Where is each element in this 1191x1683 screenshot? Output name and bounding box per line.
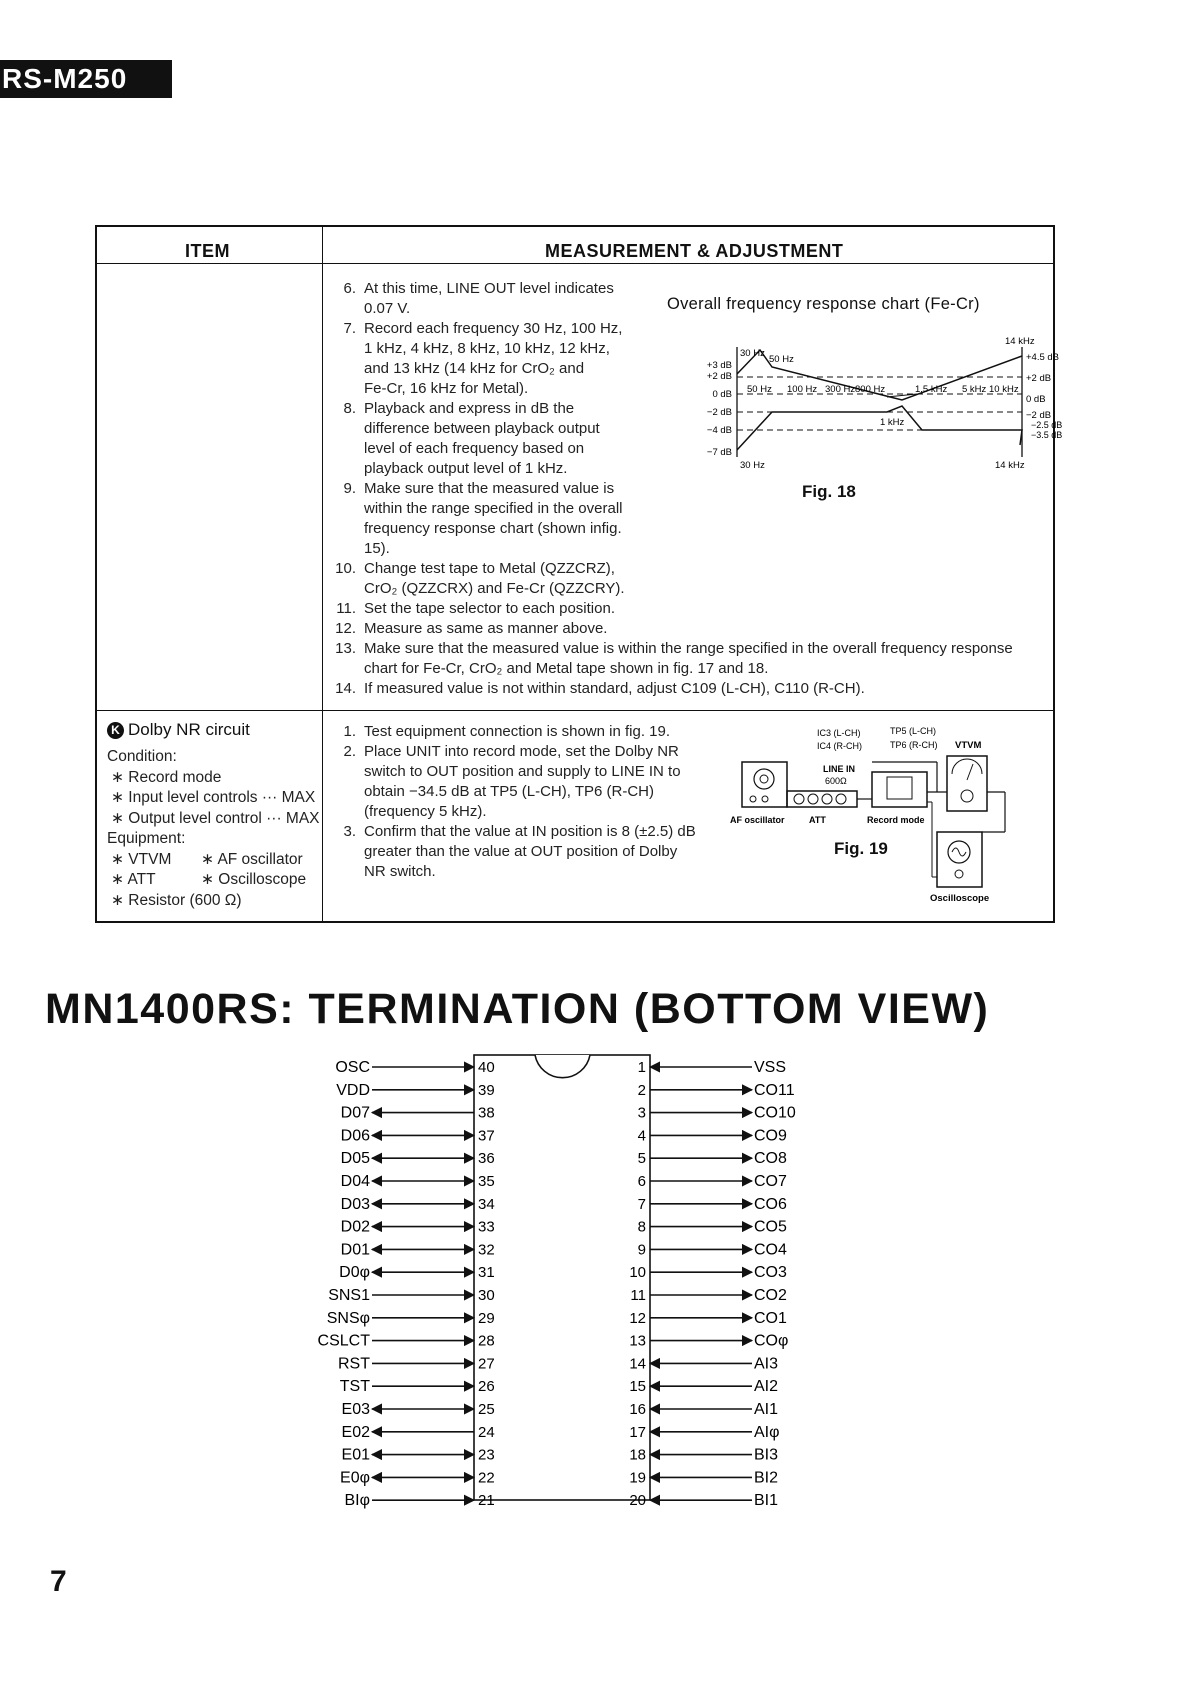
pin-name: AI2 (754, 1378, 779, 1396)
pin-number: 3 (637, 1104, 646, 1122)
step-number: 10. (335, 560, 356, 577)
chart-right-label: −2.5 dB (1031, 420, 1063, 430)
fig-18-label: Fig. 18 (802, 482, 856, 501)
step-line (334, 782, 734, 802)
pin-name: D01 (340, 1241, 370, 1259)
pin-name: AI1 (754, 1401, 779, 1418)
step-line (334, 639, 1034, 659)
chart-db-label: −4 dB (706, 425, 732, 436)
condition: ∗ Output level control ··· MAX (111, 809, 320, 827)
chart-freq-label: 1.5 kHz (915, 384, 948, 395)
model-tag: RS-M250 (0, 60, 172, 98)
step-line (334, 659, 1034, 679)
pin-name: CO5 (754, 1218, 787, 1236)
step-number: 12. (335, 620, 356, 637)
step-line (334, 822, 734, 842)
ic-pin (341, 1105, 495, 1122)
equipment-label: Equipment: (107, 830, 186, 847)
chart-freq-label: 300 Hz (825, 384, 856, 395)
ic4-label: IC4 (R-CH) (817, 741, 862, 751)
ic-pin (638, 1196, 787, 1213)
item-letter-badge: K (107, 722, 124, 739)
ic-pin (328, 1287, 494, 1304)
chart-right-label: −2 dB (1026, 410, 1052, 421)
chart-db-label: −2 dB (706, 407, 732, 418)
ic3-label: IC3 (L-CH) (817, 728, 861, 738)
step-text: 1 kHz, 4 kHz, 8 kHz, 10 kHz, 12 kHz, (364, 340, 610, 357)
pin-number: 29 (478, 1309, 495, 1327)
pin-name: D04 (340, 1173, 370, 1190)
chart-freq-label: 100 Hz (787, 384, 818, 395)
pin-number: 10 (629, 1264, 646, 1282)
step-text: level of each frequency based on (364, 440, 585, 457)
pin-number: 14 (629, 1355, 646, 1373)
pin-number: 7 (637, 1195, 646, 1213)
pin-name: BI1 (754, 1492, 779, 1510)
pin-number: 28 (478, 1332, 495, 1350)
pin-name: CO11 (754, 1081, 795, 1099)
pin-number: 5 (637, 1150, 646, 1168)
step-line (334, 559, 1034, 579)
pin-name: AIφ (754, 1423, 780, 1441)
step-text: Record each frequency 30 Hz, 100 Hz, (364, 320, 623, 337)
pin-number: 6 (637, 1173, 646, 1190)
step-line (334, 679, 1034, 699)
chart-right-label: +4.5 dB (1026, 352, 1060, 363)
record-mode-label: Record mode (867, 815, 925, 825)
chart-right-label: 0 dB (1026, 394, 1046, 405)
pin-number: 21 (478, 1492, 495, 1510)
step-line (334, 862, 734, 882)
pin-number: 12 (629, 1309, 646, 1327)
step-text: NR switch. (364, 863, 436, 880)
pin-name: CO4 (754, 1241, 787, 1259)
step-text: Confirm that the value at IN position is 8 (±2.5) dB (364, 823, 696, 840)
pin-number: 40 (478, 1059, 495, 1076)
step-text: playback output level of 1 kHz. (364, 460, 568, 477)
step-text: Test equipment connection is shown in fig. 19. (364, 723, 671, 740)
ic-pin (341, 1219, 495, 1236)
step-text: 0.07 V. (364, 300, 411, 317)
ic-pin (338, 1355, 495, 1372)
ic-pin (327, 1310, 495, 1327)
row2-steps (334, 722, 734, 882)
step-text: Make sure that the measured value is within the range specified in the overall frequency response (364, 640, 1013, 657)
chart-14khz-top: 14 kHz (1005, 336, 1035, 347)
pin-name: COφ (754, 1332, 789, 1350)
pin-name: D05 (340, 1150, 370, 1168)
pin-name: CSLCT (317, 1332, 370, 1350)
pin-number: 16 (629, 1401, 646, 1418)
step-line (334, 762, 734, 782)
ic-pin (342, 1401, 495, 1418)
chart-right-label: +2 dB (1026, 373, 1052, 384)
condition: ∗ Input level controls ··· MAX (111, 789, 316, 806)
vtvm-label: VTVM (955, 740, 982, 751)
step-text: CrO₂ (QZZCRX) and Fe-Cr (QZZCRY). (364, 580, 625, 597)
chart-db-label: +2 dB (706, 371, 732, 382)
ic-pin (638, 1127, 787, 1144)
step-number: 13. (335, 640, 356, 657)
pin-number: 1 (637, 1059, 646, 1076)
ic-pin (629, 1264, 787, 1281)
pin-number: 27 (478, 1355, 495, 1373)
ic-pin (342, 1447, 495, 1464)
pin-number: 33 (478, 1218, 495, 1236)
pin-name: VDD (336, 1081, 370, 1099)
step-number: 14. (335, 680, 356, 697)
pin-number: 23 (478, 1446, 495, 1464)
step-line (334, 802, 734, 822)
ic-pin (345, 1492, 495, 1509)
ic-pin (638, 1219, 787, 1236)
pin-number: 31 (478, 1264, 495, 1282)
ic-pin (629, 1447, 778, 1464)
ic-pin (629, 1424, 779, 1441)
step-text: frequency response chart (shown infig. (364, 520, 622, 537)
step-text: Make sure that the measured value is (364, 480, 615, 497)
step-number: 9. (343, 480, 356, 497)
ic-pin (336, 1082, 494, 1099)
page-number: 7 (50, 1565, 67, 1598)
dolby-title-text: Dolby NR circuit (128, 720, 250, 739)
pin-name: E02 (341, 1423, 370, 1441)
ic-pin (335, 1059, 494, 1076)
pin-number: 26 (478, 1378, 495, 1396)
ic-pin (638, 1059, 786, 1076)
step-text: (frequency 5 kHz). (364, 803, 487, 820)
pin-number: 15 (629, 1378, 646, 1396)
att-label: ATT (809, 815, 826, 825)
pin-number: 2 (637, 1081, 646, 1099)
dolby-item-body (107, 747, 320, 911)
step-text: difference between playback output (364, 420, 600, 437)
ic-pin (629, 1355, 778, 1372)
pin-number: 34 (478, 1195, 495, 1213)
chart-14khz-bottom: 14 kHz (995, 460, 1025, 471)
step-text: Set the tape selector to each position. (364, 600, 615, 617)
ic-pin (341, 1173, 495, 1190)
pin-number: 17 (629, 1423, 646, 1441)
chart-db-label: +3 dB (706, 360, 732, 371)
pin-name: CO7 (754, 1173, 787, 1190)
ic-pin (629, 1469, 778, 1486)
pin-name: CO8 (754, 1150, 787, 1168)
pin-name: BI3 (754, 1446, 779, 1464)
step-line (334, 519, 1034, 539)
header-item: ITEM (185, 241, 230, 261)
ic-pin (341, 1196, 495, 1213)
pin-name: CO6 (754, 1195, 787, 1213)
pin-name: CO3 (754, 1264, 787, 1282)
chart-freq-label: 50 Hz (747, 384, 772, 395)
pin-name: D07 (340, 1104, 370, 1122)
step-text: greater than the value at OUT position of Dolby (364, 843, 678, 860)
step-number: 2. (343, 743, 356, 760)
pin-number: 25 (478, 1401, 495, 1418)
step-text: Playback and express in dB the (364, 400, 575, 417)
step-number: 11. (336, 600, 356, 617)
ic-pin (629, 1333, 788, 1350)
pin-name: RST (338, 1355, 370, 1373)
chart-db-label: 0 dB (712, 389, 732, 400)
pin-name: CO2 (754, 1287, 787, 1304)
pin-name: E01 (341, 1446, 370, 1464)
pin-number: 22 (478, 1469, 495, 1487)
equipment: ∗ Resistor (600 Ω) (111, 891, 242, 909)
pin-name: D03 (340, 1195, 370, 1213)
step-line (334, 742, 734, 762)
oscilloscope-label: Oscilloscope (930, 893, 990, 904)
pin-name: D06 (340, 1127, 370, 1145)
pin-number: 13 (629, 1332, 646, 1350)
ic-pin (340, 1378, 495, 1395)
ic-pin (342, 1424, 495, 1441)
dolby-item-title (107, 720, 250, 740)
step-text: Place UNIT into record mode, set the Dolby NR (364, 743, 679, 760)
adjustment-table (95, 225, 1063, 923)
ic-pin (638, 1150, 787, 1167)
step-line (334, 579, 1034, 599)
step-line (334, 479, 1034, 499)
pin-name: D0φ (339, 1264, 370, 1282)
pin-number: 8 (637, 1218, 646, 1236)
fig-19-label: Fig. 19 (834, 839, 888, 858)
step-text: Fe-Cr, 16 kHz for Metal). (364, 380, 529, 397)
condition-label: Condition: (107, 748, 177, 765)
header-measurement: MEASUREMENT & ADJUSTMENT (545, 241, 844, 261)
step-line (334, 619, 1034, 639)
step-text: and 13 kHz (14 kHz for CrO₂ and (364, 360, 585, 377)
chart-title: Overall frequency response chart (Fe-Cr) (667, 295, 980, 313)
pin-number: 35 (478, 1173, 495, 1190)
ic-pin (629, 1310, 787, 1327)
pin-name: E03 (341, 1401, 370, 1418)
chart-1khz: 1 kHz (880, 417, 905, 428)
pin-name: CO9 (754, 1127, 787, 1145)
step-number: 6. (343, 280, 356, 297)
ic-pin (341, 1150, 495, 1167)
ic-pin (340, 1469, 495, 1486)
pin-name: VSS (754, 1059, 787, 1076)
step-text: If measured value is not within standard, adjust C109 (L-CH), C110 (R-CH). (364, 680, 865, 697)
equipment: ∗ VTVM (111, 850, 172, 868)
pin-number: 20 (629, 1492, 646, 1510)
step-text: within the range specified in the overall (364, 500, 623, 517)
pin-name: BIφ (344, 1492, 370, 1510)
pin-name: CO10 (754, 1104, 796, 1122)
ic-pin (638, 1173, 787, 1190)
step-line (334, 499, 1034, 519)
chart-freq-label: 10 kHz (989, 384, 1019, 395)
pin-number: 4 (637, 1127, 646, 1145)
pin-number: 36 (478, 1150, 495, 1168)
chart-30hz-bottom: 30 Hz (740, 460, 765, 471)
chart-freq-label: 5 kHz (962, 384, 987, 395)
pin-number: 39 (478, 1081, 495, 1099)
pin-name: CO1 (754, 1309, 787, 1327)
step-number: 7. (343, 320, 356, 337)
step-text: chart for Fe-Cr, CrO₂ and Metal tape shown in fig. 17 and 18. (364, 660, 769, 677)
step-line (334, 539, 1034, 559)
resistor-label: 600Ω (825, 776, 847, 786)
condition: ∗ Record mode (111, 768, 222, 786)
pin-number: 18 (629, 1446, 646, 1464)
pin-number: 38 (478, 1104, 495, 1122)
ic-pin (341, 1127, 495, 1144)
step-line (334, 599, 1034, 619)
pin-number: 11 (630, 1287, 646, 1304)
ic-pin (629, 1401, 778, 1418)
equipment: ∗ AF oscillator (201, 850, 303, 868)
chart-db-label: −7 dB (706, 447, 732, 458)
frequency-response-chart (632, 322, 1063, 472)
ic-termination-title: MN1400RS: TERMINATION (BOTTOM VIEW) (45, 985, 990, 1033)
pin-name: BI2 (754, 1469, 779, 1487)
test-connection-diagram (727, 722, 1047, 922)
step-number: 1. (343, 723, 356, 740)
pin-name: SNS1 (328, 1287, 370, 1304)
pin-name: AI3 (754, 1355, 779, 1373)
step-text: Measure as same as manner above. (364, 620, 608, 637)
step-number: 8. (343, 400, 356, 417)
chart-30hz-top: 30 Hz (740, 348, 765, 359)
pin-name: E0φ (340, 1469, 370, 1487)
pin-name: TST (339, 1378, 370, 1396)
ic-pinout-diagram (317, 1055, 800, 1520)
step-line (334, 842, 734, 862)
step-number: 3. (343, 823, 356, 840)
ic-pin (638, 1082, 795, 1099)
chart-freq-label: 800 Hz (855, 384, 886, 395)
pin-number: 37 (478, 1127, 495, 1145)
step-text: 15). (364, 540, 390, 557)
tp6-label: TP6 (R-CH) (890, 740, 938, 750)
pin-name: D02 (340, 1218, 370, 1236)
pin-number: 32 (478, 1241, 495, 1259)
equipment: ∗ Oscilloscope (201, 871, 307, 888)
ic-pin (318, 1333, 495, 1350)
ic-pin (339, 1264, 495, 1281)
tp5-label: TP5 (L-CH) (890, 726, 937, 736)
pin-name: SNSφ (326, 1309, 370, 1327)
ic-pin (629, 1378, 778, 1395)
step-text: At this time, LINE OUT level indicates (364, 280, 614, 297)
equipment: ∗ ATT (111, 871, 156, 888)
ic-pin (629, 1492, 778, 1509)
chart-right-label: −3.5 dB (1031, 430, 1063, 440)
step-text: obtain −34.5 dB at TP5 (L-CH), TP6 (R-CH) (364, 783, 654, 800)
ic-pin (341, 1241, 495, 1258)
ic-pin (638, 1105, 796, 1122)
pin-number: 9 (637, 1241, 646, 1259)
step-text: switch to OUT position and supply to LINE IN to (364, 763, 681, 780)
ic-pin (630, 1287, 787, 1304)
pin-number: 30 (478, 1287, 495, 1304)
pin-number: 24 (478, 1423, 495, 1441)
line-in-label: LINE IN (823, 764, 856, 774)
ic-pin (638, 1241, 787, 1258)
af-oscillator-label: AF oscillator (730, 815, 785, 825)
pin-name: OSC (335, 1059, 370, 1076)
step-text: Change test tape to Metal (QZZCRZ), (364, 560, 615, 577)
step-line (334, 722, 734, 742)
chart-50hz-top: 50 Hz (769, 354, 794, 365)
pin-number: 19 (629, 1469, 646, 1487)
